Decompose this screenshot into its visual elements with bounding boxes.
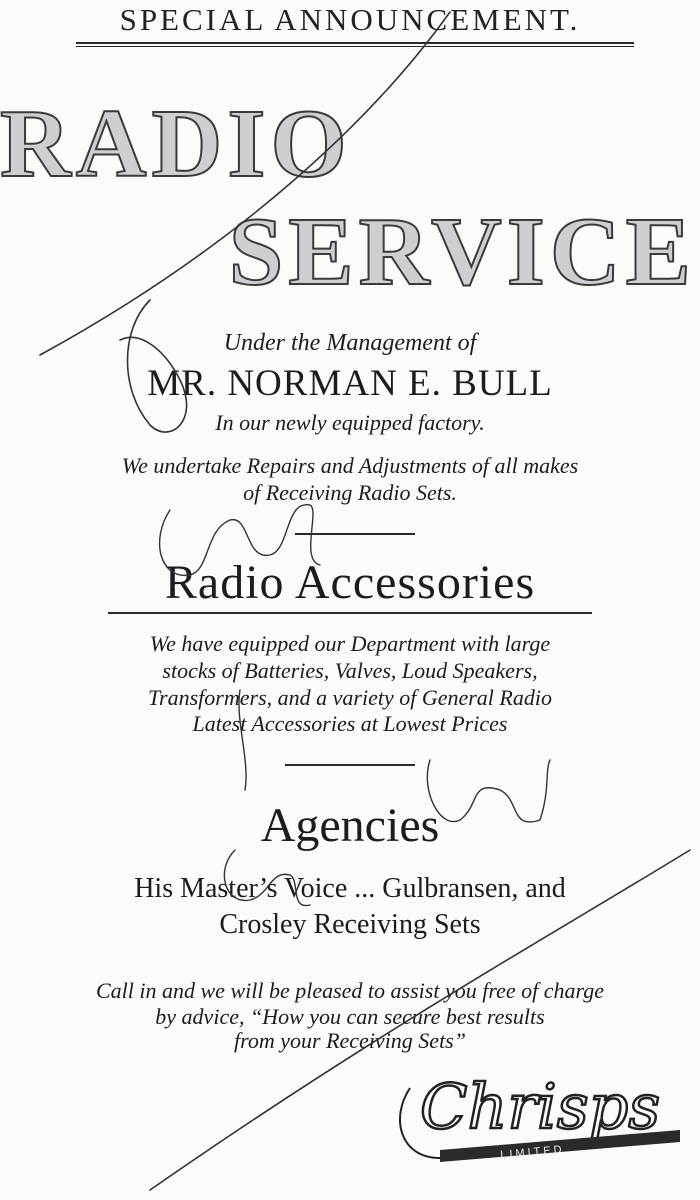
pen-stroke-cursive-2 [239, 690, 246, 790]
title-radio: RADIO [0, 90, 352, 198]
closing-line-2: by advice, “How you can secure best results [155, 1004, 545, 1029]
pen-stroke-cursive-4 [224, 850, 310, 906]
agencies-heading: Agencies [260, 799, 440, 852]
announcement-heading: SPECIAL ANNOUNCEMENT. [119, 2, 581, 37]
agencies-line-1: His Master’s Voice ... Gulbransen, and [134, 873, 566, 904]
manager-name: MR. NORMAN E. BULL [147, 363, 553, 404]
accessories-heading: Radio Accessories [164, 556, 536, 609]
logo-script-text: Chrisps [420, 1070, 661, 1143]
accessories-line-4: Latest Accessories at Lowest Prices [192, 711, 508, 736]
closing-line-1: Call in and we will be pleased to assist you free of charge [96, 978, 604, 1003]
agencies-line-2: Crosley Receiving Sets [219, 909, 481, 940]
accessories-line-1: We have equipped our Department with large [149, 631, 551, 656]
management-intro: Under the Management of [223, 330, 477, 356]
pen-stroke-cursive-3 [427, 760, 550, 822]
repairs-line-2: of Receiving Radio Sets. [243, 480, 457, 505]
repairs-line-1: We undertake Repairs and Adjustments of all makes [121, 453, 579, 478]
chrisps-logo [380, 1058, 690, 1168]
accessories-line-3: Transformers, and a variety of General Radio [148, 685, 552, 710]
closing-line-3: from your Receiving Sets” [234, 1028, 466, 1053]
pen-stroke-diagonal-top [40, 12, 450, 355]
accessories-line-2: stocks of Batteries, Valves, Loud Speakers, [162, 658, 538, 683]
pen-stroke-cursive-1 [160, 505, 320, 576]
title-service: SERVICE [228, 198, 696, 306]
factory-line: In our newly equipped factory. [215, 410, 485, 435]
pen-stroke-initial [120, 300, 187, 432]
logo-banner-text: LIMITED [499, 1143, 566, 1162]
